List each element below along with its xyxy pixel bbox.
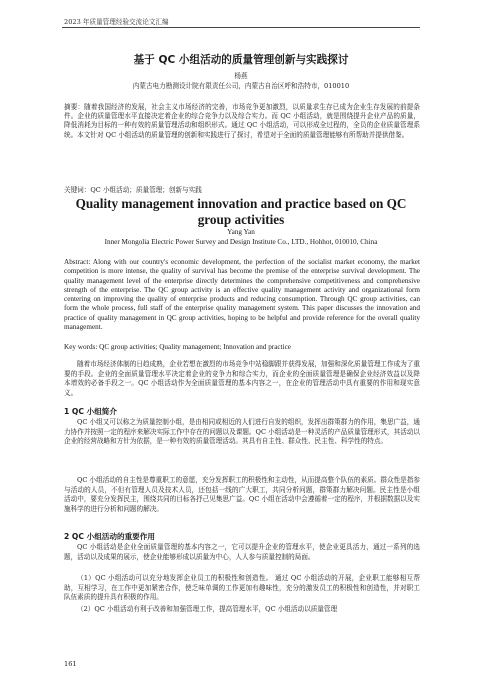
chinese-abstract: 摘要：随着我国经济的发展，社会主义市场经济的完善，市场竞争更加激烈，以质量求生存已成为企业生存发展的前提条件。企业的质量管理水平直接决定着企业的综合竞争力以及综合实力。而 QC 小组活动，就是围绕提升企业产品的质量，降低消耗为目标的一种有效的质量管理活动和组织形式。通过 QC 小组活动，可以形成全过程的，全员的企业质量管理系统。本文针对 QC 小组活动的质量管理的创新和实践进行了探讨，希望对于全面的质量管理能够有所帮助并提供借鉴。 xyxy=(64,103,420,139)
running-header: 2023 年质量管理经验交流论文汇编 xyxy=(64,18,169,26)
english-abstract: Abstract: Along with our country's economic development, the perfection of the socialist market economy, the market competition is more intense, the quality of survival has become the premise of the enterprise survival development. The quality management level of the enterprise directly determines the comprehensive competitiveness and comprehensive strength of the enterprise. The QC group activity is an effective quality management activity and organizational form centering on improving the quality of enterprise products and reducing consumption. Through QC group activities, can form the whole process, full staff of the enterprise quality management system. This paper discusses the innovation and practice of quality management in QC group activities, hoping to be helpful and provide reference for the overall quality management. xyxy=(64,258,420,332)
english-title: Quality management innovation and practice based on QC group activities xyxy=(75,196,407,227)
section-1-heading: 1 QC 小组简介 xyxy=(64,407,117,416)
header-divider xyxy=(62,27,420,28)
section-1-paragraph-1: QC 小组又可以称之为质量控制小组，是由相同或相近的人们进行自发的组织，发挥出群策群力的作用，集思广益，通力协作并按照一定的程序来解决实际工作中存在的问题以及课题。QC 小组活动是一种灵活的产品质量管理形式，其活动以企业的经营战略和方针为依据，是一种有效的质量管理活动。其具有自主性、群众性、民主性、科学性的特点。 xyxy=(64,418,420,445)
chinese-affiliation: 内蒙古电力勘测设计院有限责任公司，内蒙古自治区呼和浩特市，010010 xyxy=(132,82,350,90)
english-author: Yang Yan xyxy=(227,228,255,236)
chinese-keywords: 关键词：QC 小组活动；质量管理；创新与实践 xyxy=(64,186,202,194)
chinese-title: 基于 QC 小组活动的质量管理创新与实践探讨 xyxy=(133,54,349,66)
english-affiliation: Inner Mongolia Electric Power Survey and Design Institute Co., LTD., Hohhot, 010010, China xyxy=(104,238,378,246)
section-2-paragraph-3: （2）QC 小组活动有利于改善和加强管理工作，提高管理水平，QC 小组活动以质量管理 xyxy=(77,605,338,613)
section-2-heading: 2 QC 小组活动的重要作用 xyxy=(64,532,155,541)
intro-paragraph: 随着市场经济体制的日趋成熟，企业若想在激烈的市场竞争中站稳脚跟并获得发展，加强和深化质量管理工作成为了重要的手段。企业的全面质量管理水平决定着企业的竞争力和综合实力，而企业的全面质量管理是确保企业经济效益以及降本增效的必备手段之一。QC 小组活动作为全面质量管理的基本内容之一，在企业的管理活动中具有重要的作用和现实意义。 xyxy=(64,360,420,397)
section-1-paragraph-2: QC 小组活动的自主性是尊重职工的意愿，充分发挥职工的积极性和主动性，从而提高整个队伍的素质。群众性是指参与活动的人员，不但有管理人员及技术人员，还包括一线的广大职工，共同分析问题，群策群力解决问题。民主性是小组活动中，要充分发挥民主，围绕共同的目标各抒己见集思广益。QC 小组在活动中会遵循着一定的程序，并根据数据以及实施科学的进行分析和问题的解决。 xyxy=(64,476,420,513)
english-keywords: Key words: QC group activities; Quality management; Innovation and practice xyxy=(64,343,291,351)
section-2-paragraph-1: QC 小组活动是企业全面质量管理的基本内容之一，它可以提升企业的管理水平，使企业更具活力，通过一系列的选题，活动以及成果的展示，使企业能够形成以质量为中心，人人参与质量控制的局面。 xyxy=(64,543,420,561)
page-number: 161 xyxy=(64,660,77,668)
section-2-paragraph-2: （1）QC 小组活动可以充分地发挥企业员工的积极性和创造性。 通过 QC 小组活动的开展，企业职工能够相互帮助，互相学习，在工作中更加紧密合作，使乏味单调的工作更加有趣味性，充分的激发员工的积极性和创造性，并对职工队伍素质的提升具有积极的作用。 xyxy=(64,574,420,601)
chinese-author: 杨燕 xyxy=(234,72,248,80)
